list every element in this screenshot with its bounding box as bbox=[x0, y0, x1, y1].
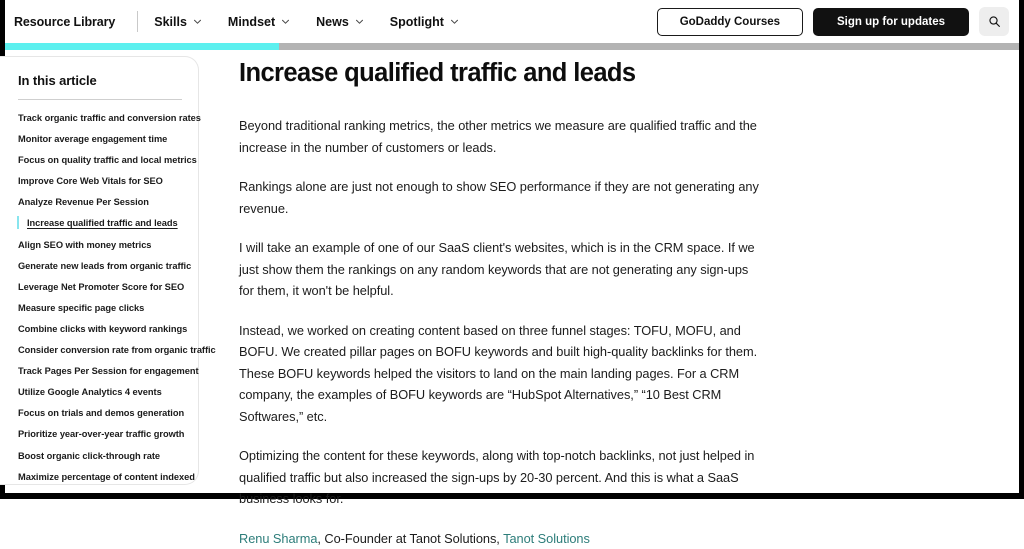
toc-item[interactable]: Leverage Net Promoter Score for SEO bbox=[17, 281, 188, 293]
site-header bbox=[5, 0, 1019, 43]
toc-item[interactable]: Focus on quality traffic and local metrics bbox=[17, 154, 188, 166]
toc-item[interactable]: Align SEO with money metrics bbox=[17, 239, 188, 251]
toc-item[interactable]: Track organic traffic and conversion rates bbox=[17, 112, 188, 124]
page-title: Increase qualified traffic and leads bbox=[239, 58, 759, 88]
article-paragraph: Optimizing the content for these keywords, along with top-notch backlinks, not just helped in qualified traffic but also increased the sign-ups by 20-30 percent. And this is what a SaaS business looks for. bbox=[239, 445, 759, 510]
article-paragraph: Rankings alone are just not enough to show SEO performance if they are not generating any revenue. bbox=[239, 176, 759, 219]
toc-item[interactable]: Track Pages Per Session for engagement bbox=[17, 365, 188, 377]
author-link[interactable]: Renu Sharma bbox=[239, 531, 317, 546]
nav-item-news[interactable] bbox=[316, 15, 364, 29]
brand-resource-library[interactable]: Resource Library bbox=[14, 15, 115, 29]
godaddy-courses-button[interactable]: GoDaddy Courses bbox=[657, 8, 803, 36]
byline-text: , Co-Founder at Tanot Solutions, bbox=[317, 531, 503, 546]
nav-item-spotlight[interactable] bbox=[390, 15, 459, 29]
nav-item-label: Mindset bbox=[228, 15, 275, 29]
company-link[interactable]: Tanot Solutions bbox=[503, 531, 590, 546]
page-body bbox=[5, 50, 1019, 493]
toc-list bbox=[17, 112, 188, 483]
search-icon bbox=[988, 15, 1001, 28]
nav-item-label: Skills bbox=[154, 15, 187, 29]
chevron-down-icon bbox=[450, 17, 459, 26]
toc-item[interactable]: Generate new leads from organic traffic bbox=[17, 260, 188, 272]
nav-item-mindset[interactable] bbox=[228, 15, 290, 29]
toc-item[interactable]: Analyze Revenue Per Session bbox=[17, 196, 188, 208]
toc-item[interactable]: Boost organic click-through rate bbox=[17, 450, 188, 462]
toc-item[interactable]: Prioritize year-over-year traffic growth bbox=[17, 428, 188, 440]
toc-item[interactable]: Maximize percentage of content indexed bbox=[17, 471, 188, 483]
toc-item-active[interactable]: Increase qualified traffic and leads bbox=[17, 217, 188, 229]
signup-for-updates-button[interactable]: Sign up for updates bbox=[813, 8, 969, 36]
toc-item[interactable]: Measure specific page clicks bbox=[17, 302, 188, 314]
toc-title: In this article bbox=[17, 73, 188, 88]
nav-item-skills[interactable] bbox=[154, 15, 202, 29]
toc-item[interactable]: Improve Core Web Vitals for SEO bbox=[17, 175, 188, 187]
nav-item-label: News bbox=[316, 15, 349, 29]
header-actions bbox=[657, 7, 1019, 36]
article-paragraph: I will take an example of one of our SaaS client's websites, which is in the CRM space. If we just show them the rankings on any random keywords that are not generating any sign-ups for them, it won't be helpful. bbox=[239, 237, 759, 302]
article-paragraph: Instead, we worked on creating content based on three funnel stages: TOFU, MOFU, and BOFU. We created pillar pages on BOFU keywords and built high-quality backlinks for them. These BOFU keywords helped the visitors to land on the main landing pages. For a CRM company, the examples of BOFU keywords are “HubSpot Alternatives,” “10 Best CRM Softwares,” etc. bbox=[239, 320, 759, 428]
article-paragraph: Beyond traditional ranking metrics, the other metrics we measure are qualified traffic and the increase in the number of customers or leads. bbox=[239, 115, 759, 158]
nav-item-label: Spotlight bbox=[390, 15, 444, 29]
table-of-contents bbox=[0, 56, 199, 485]
toc-divider bbox=[18, 99, 182, 100]
toc-item[interactable]: Consider conversion rate from organic traffic bbox=[17, 344, 188, 356]
chevron-down-icon bbox=[281, 17, 290, 26]
toc-item[interactable]: Focus on trials and demos generation bbox=[17, 407, 188, 419]
article-content bbox=[199, 50, 759, 549]
chevron-down-icon bbox=[193, 17, 202, 26]
reading-progress-fill bbox=[5, 43, 279, 50]
toc-item[interactable]: Monitor average engagement time bbox=[17, 133, 188, 145]
toc-item[interactable]: Utilize Google Analytics 4 events bbox=[17, 386, 188, 398]
chevron-down-icon bbox=[355, 17, 364, 26]
toc-item[interactable]: Combine clicks with keyword rankings bbox=[17, 323, 188, 335]
header-divider bbox=[137, 11, 138, 32]
article-byline bbox=[239, 528, 759, 549]
reading-progress-bar bbox=[5, 43, 1019, 50]
search-button[interactable] bbox=[979, 7, 1009, 36]
main-nav bbox=[154, 15, 459, 29]
